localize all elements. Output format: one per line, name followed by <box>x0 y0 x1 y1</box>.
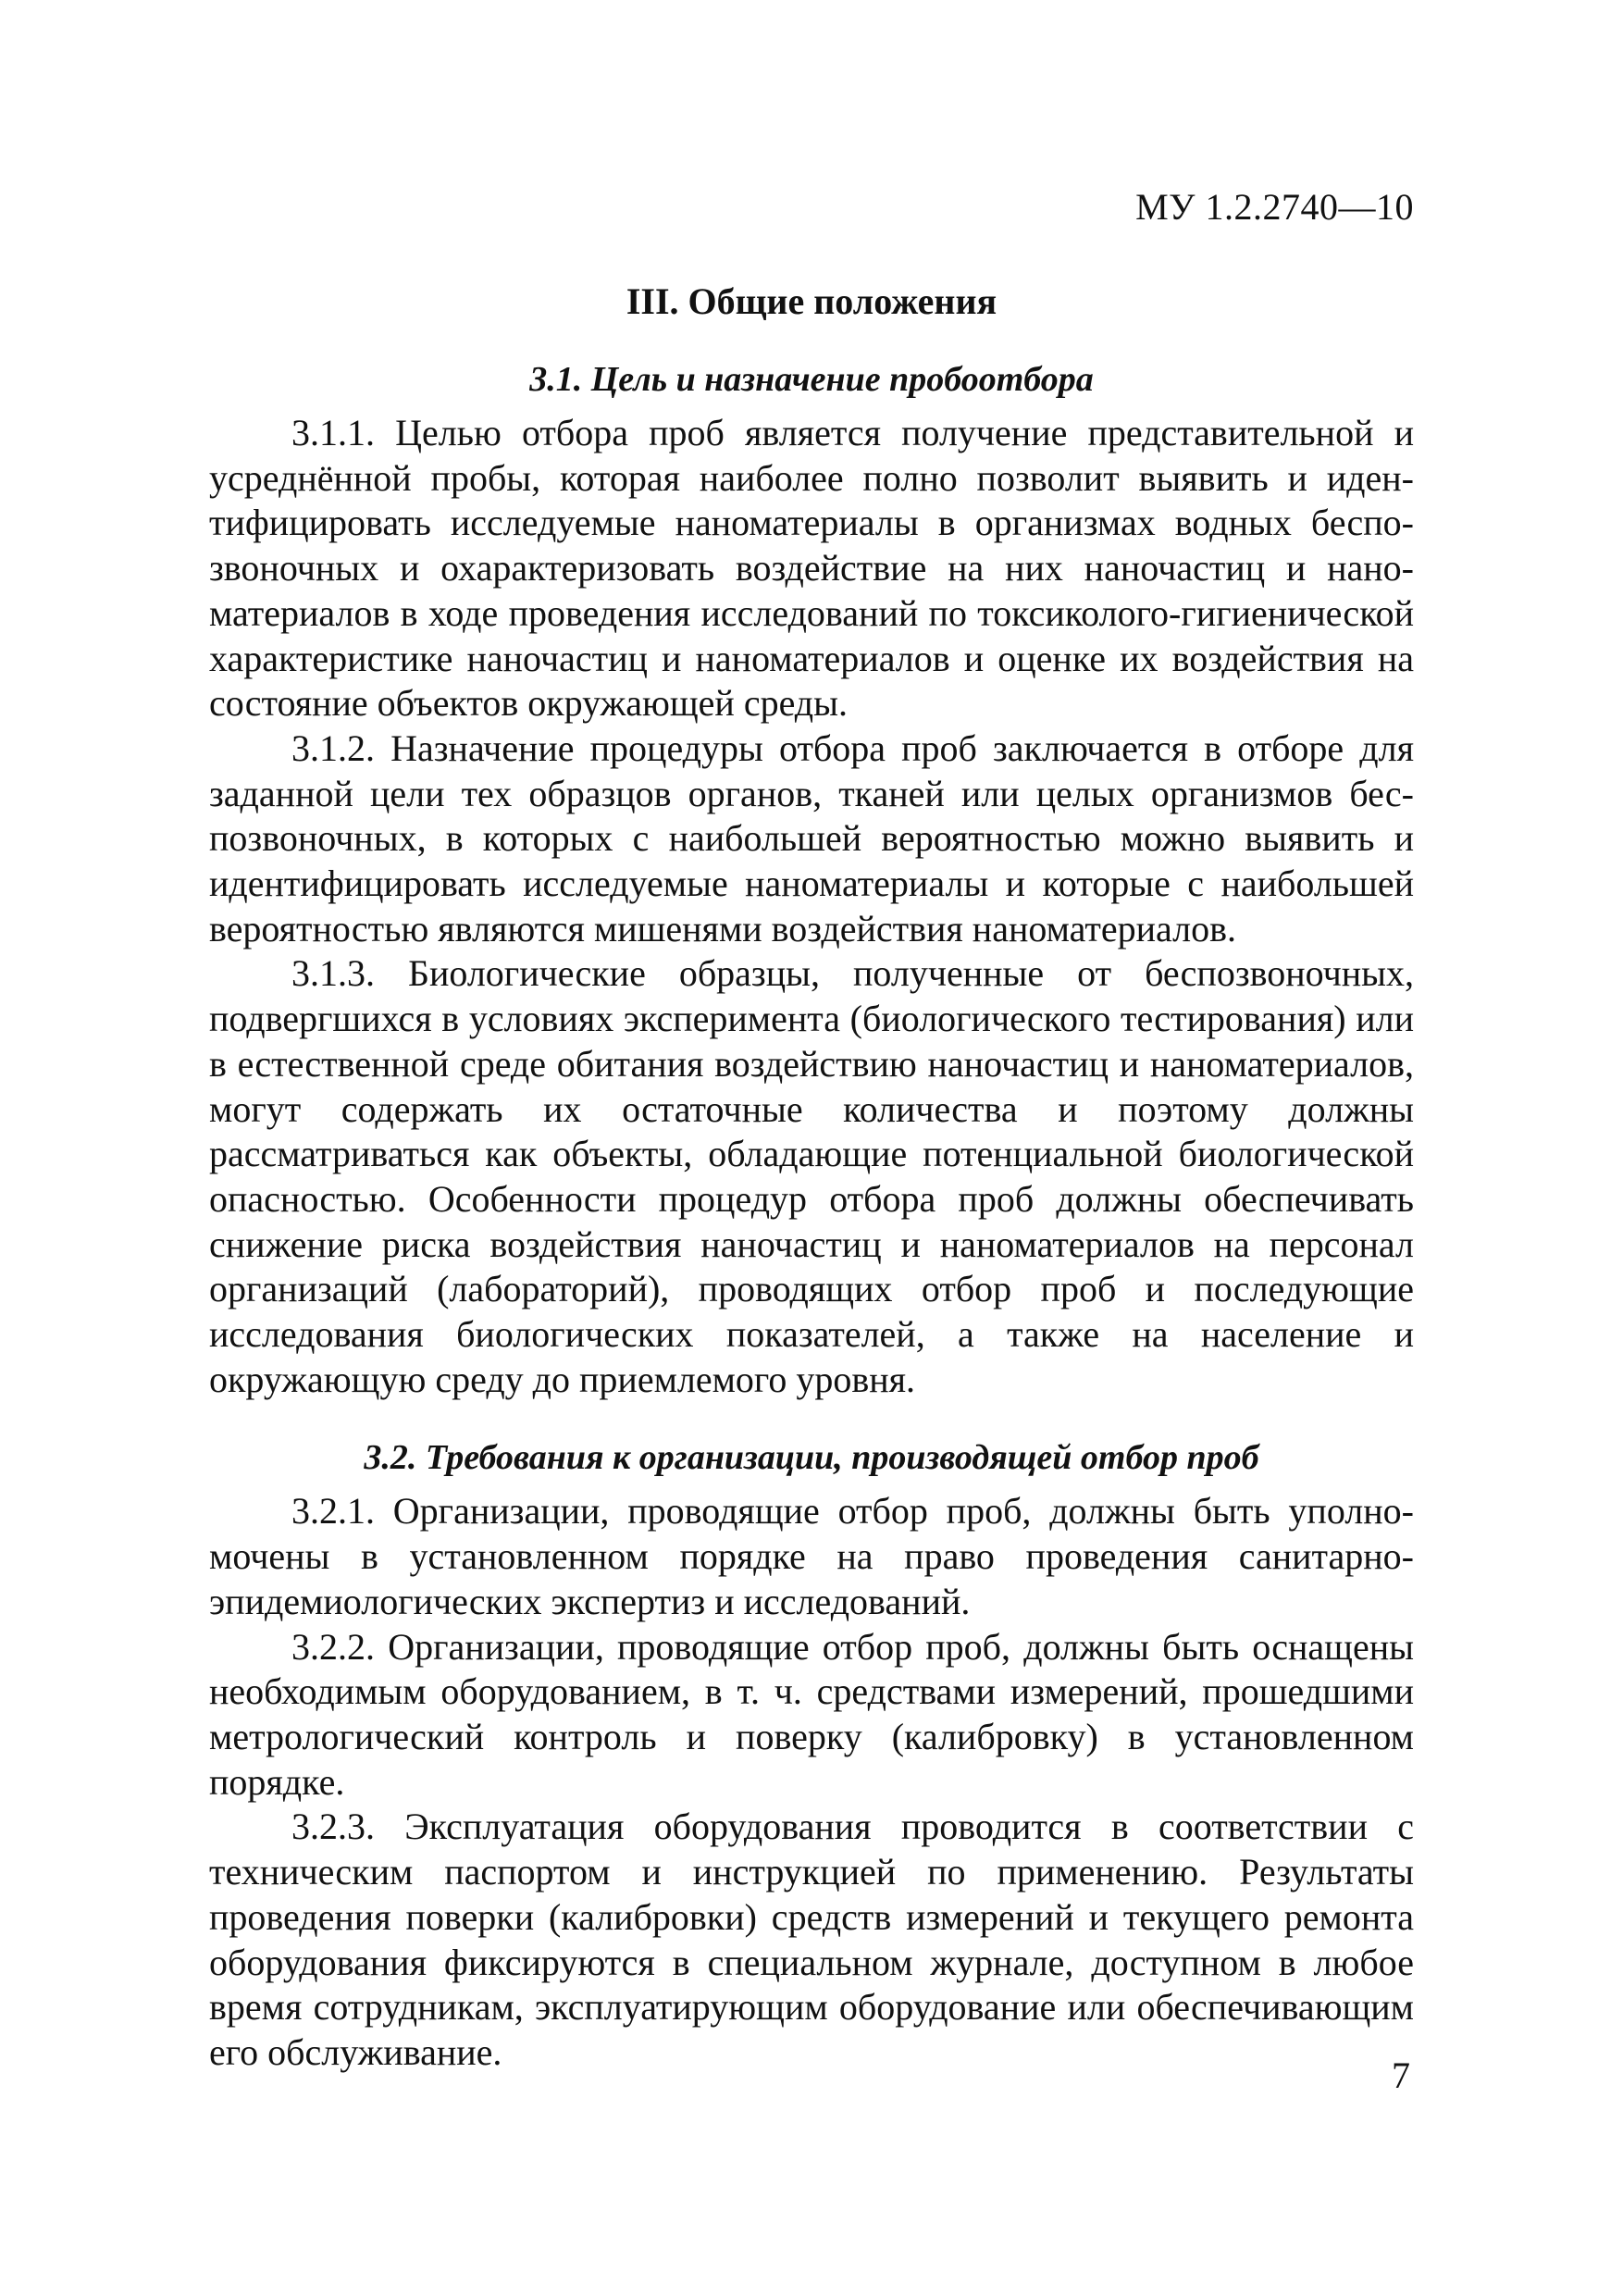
paragraph-3-2-1: 3.2.1. Организации, проводящие отбор проб, должны быть уполномочены в установленном порядке на право проведения санитарно-эпидемиологических экспертиз и исследований. <box>209 1490 1414 1622</box>
paragraph-3-1-2: 3.1.2. Назначение процедуры отбора проб заключается в отборе для заданной цели тех образцов органов, тканей или целых организмов беспозвоночных, в которых с наибольшей вероятностью можно выявить и идентифицировать исследуемые наноматериалы и которые с наибольшей вероятностью являются мишенями воздействия наноматериалов. <box>209 726 1414 949</box>
paragraph-3-2-2: 3.2.2. Организации, проводящие отбор проб, должны быть оснащены необходимым оборудованием, в т. ч. средствами измерений, прошедшими метрологический контроль и поверку (калибровку) в установленном порядке. <box>209 1625 1414 1803</box>
subsection-title-3-2: 3.2. Требования к организации, производящей отбор проб <box>364 1438 1259 1478</box>
document-code: МУ 1.2.2740—10 <box>1135 186 1414 228</box>
page-content <box>209 268 1414 2076</box>
paragraph-3-2-3: 3.2.3. Эксплуатация оборудования проводится в соответствии с техническим паспортом и инструкцией по применению. Результаты проведения поверки (калибровки) средств измерений и текущего ремонта оборудования фиксируются в специальном журнале, доступном в любое время сотрудникам, эксплуатирующим оборудование или обеспечивающим его обслуживание. <box>209 1806 1414 2073</box>
paragraph-3-1-1: 3.1.1. Целью отбора проб является получение представительной и усреднённой пробы, которая наиболее полно позволит выявить и идентифицировать исследуемые наноматериалы в организмах водных беспозвоночных и охарактеризовать воздействие на них наночастиц и наноматериалов в ходе проведения исследований по токсиколого-гигиенической характеристике наночастиц и наноматериалов и оценке их воздействия на состояние объектов окружающей среды. <box>209 412 1414 725</box>
page-number: 7 <box>1392 2054 1410 2096</box>
subsection-title-3-1: 3.1. Цель и назначение пробоотбора <box>529 360 1094 399</box>
section-title: III. Общие положения <box>626 280 997 322</box>
paragraph-3-1-3: 3.1.3. Биологические образцы, полученные от беспозвоночных, подвергшихся в условиях эксперимента (биологического тестирования) или в естественной среде обитания воздействию наночастиц и наноматериалов, могут содержать их остаточные количества и поэтому должны рассматриваться как объекты, обладающие потенциальной биологической опасностью. Особенности процедур отбора проб должны обеспечивать снижение риска воздействия наночастиц и наноматериалов на персонал организаций (лабораторий), проводящих отбор проб и последующие исследования биологических показателей, а также на население и окружающую среду до приемлемого уровня. <box>209 952 1414 1400</box>
